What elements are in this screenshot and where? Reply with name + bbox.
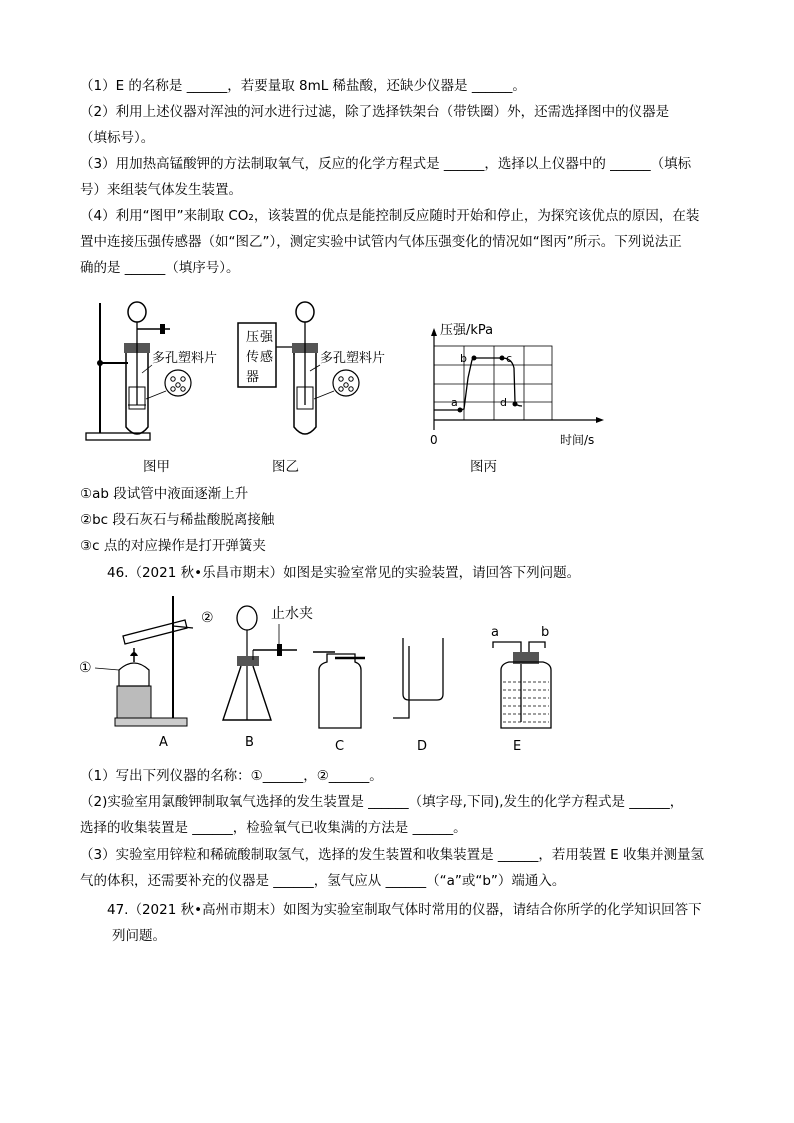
q46-part1: （1）写出下列仪器的名称：①______，②______。: [80, 768, 383, 784]
sensor-char-3: 传: [246, 350, 260, 365]
q45-part4-line3: 确的是 ______（填序号）。: [80, 260, 240, 276]
chart-point-a: a: [451, 396, 458, 409]
option-2: ②bc 段石灰石与稀盐酸脱离接触: [80, 512, 275, 528]
label-circle-1: ①: [79, 660, 92, 676]
q46-title: 46.（2021 秋•乐昌市期末）如图是实验室常见的实验装置，请回答下列问题。: [107, 565, 581, 581]
label-b: b: [541, 625, 550, 640]
q47-line2: 列问题。: [112, 928, 166, 944]
chart-origin: 0: [430, 433, 438, 447]
caption-A: A: [159, 735, 168, 750]
chart-ylabel: 压强/kPa: [440, 323, 494, 338]
q46-part2-line1: （2)实验室用氯酸钾制取氧气选择的发生装置是 ______（填字母,下同),发生的化学方程式是 ______，: [80, 794, 684, 810]
q45-part4-line2: 置中连接压强传感器（如“图乙”），测定实验中试管内气体压强变化的情况如“图丙”所示。下列说法正: [80, 234, 682, 250]
q45-part3-line2: 号）来组装气体发生装置。: [80, 182, 242, 198]
q47-line1: 47.（2021 秋•高州市期末）如图为实验室制取气体时常用的仪器，请结合你所学的化学知识回答下: [107, 902, 702, 918]
caption-E: E: [513, 739, 522, 754]
chart-point-b: b: [460, 352, 467, 365]
caption-jia: 图甲: [143, 459, 170, 475]
figure-bing-chart: [420, 318, 610, 448]
label-circle-2: ②: [201, 610, 214, 626]
figure-apparatus-abcde: [75, 590, 565, 760]
q45-part4-line1: （4）利用“图甲”来制取 CO₂，该装置的优点是能控制反应随时开始和停止，为探究该优点的原因，在装: [80, 208, 700, 224]
q45-part2-line1: （2）利用上述仪器对浑浊的河水进行过滤，除了选择铁架台（带铁圈）外，还需选择图中的仪器是: [80, 104, 670, 120]
label-a: a: [491, 625, 499, 640]
yi-label: 多孔塑料片: [320, 351, 386, 366]
q46-part2-line2: 选择的收集装置是 ______，检验氧气已收集满的方法是 ______。: [80, 820, 467, 836]
q45-part3-line1: （3）用加热高锰酸钾的方法制取氧气，反应的化学方程式是 ______，选择以上仪器中的 ______（填标: [80, 156, 692, 172]
caption-yi: 图乙: [272, 459, 299, 475]
jia-label: 多孔塑料片: [152, 351, 218, 366]
chart-point-c: c: [506, 352, 513, 365]
sensor-char-4: 感: [260, 350, 274, 365]
figure-yi: [232, 295, 402, 445]
sensor-char-1: 压: [246, 330, 260, 345]
sensor-char-5: 器: [246, 370, 260, 385]
caption-D: D: [417, 739, 428, 754]
q45-part1: （1）E 的名称是 ______，若要量取 8mL 稀盐酸，还缺少仪器是 ______。: [80, 78, 526, 94]
option-3: ③c 点的对应操作是打开弹簧夹: [80, 538, 266, 554]
chart-xlabel: 时间/s: [560, 433, 595, 447]
q45-part2-line2: （填标号）。: [80, 130, 155, 146]
chart-point-d: d: [500, 396, 507, 409]
label-clip: 止水夹: [271, 606, 313, 622]
caption-C: C: [335, 739, 345, 754]
q46-part3-line1: （3）实验室用锌粒和稀硫酸制取氢气，选择的发生装置和收集装置是 ______，若用装置 E 收集并测量氢: [80, 847, 704, 863]
caption-B: B: [245, 735, 254, 750]
caption-bing: 图丙: [470, 459, 497, 475]
sensor-char-2: 强: [260, 330, 274, 345]
q46-part3-line2: 气的体积，还需要补充的仪器是 ______，氢气应从 ______（“a”或“b”）端通入。: [80, 873, 566, 889]
figure-jia: [80, 295, 240, 445]
option-1: ①ab 段试管中液面逐渐上升: [80, 486, 249, 502]
